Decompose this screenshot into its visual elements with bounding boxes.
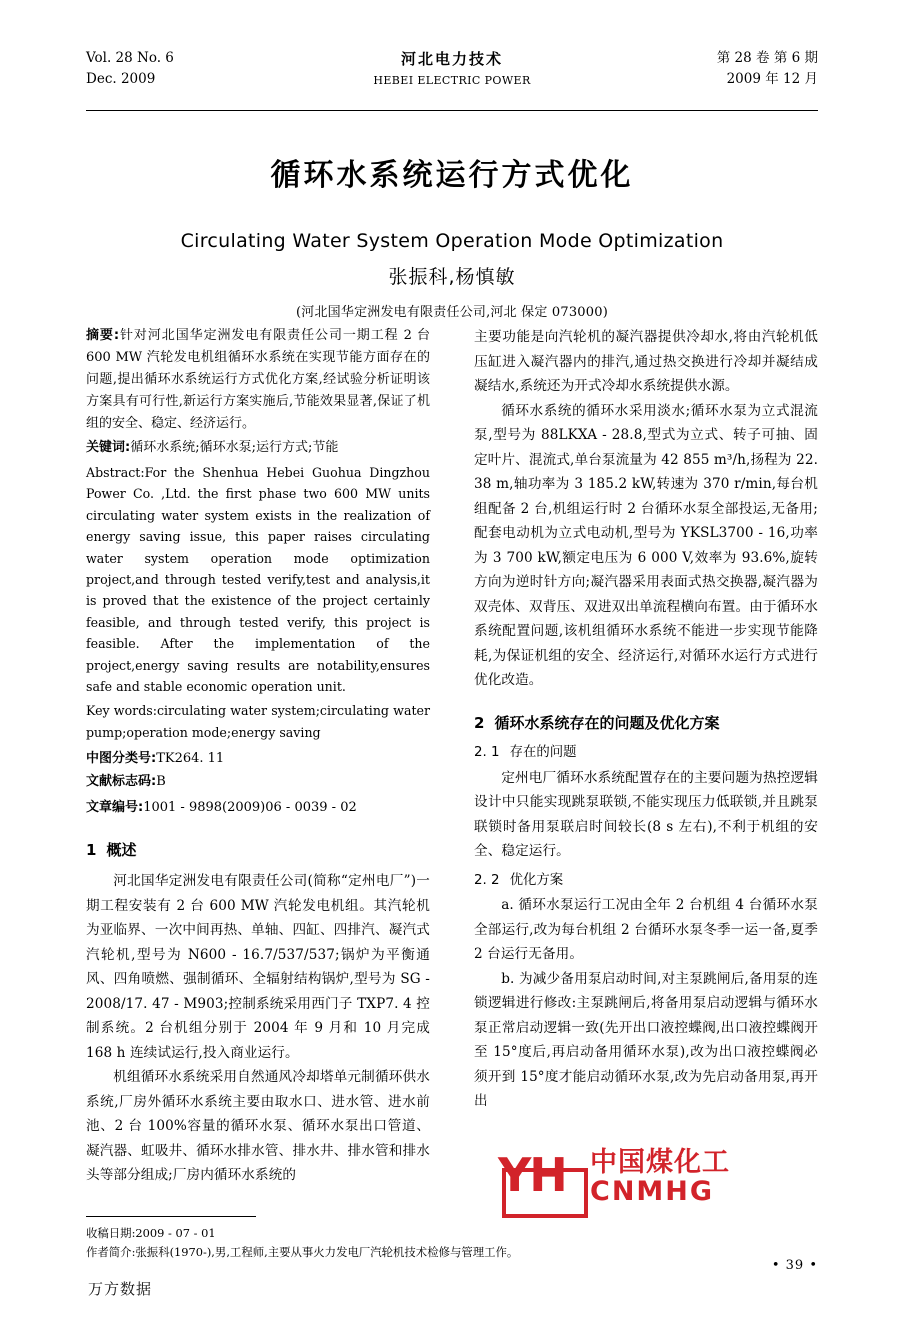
abstract-cn-label: 摘要: (86, 328, 120, 343)
section-2-1-para: 定州电厂循环水系统配置存在的主要问题为热控逻辑设计中只能实现跳泵联锁,不能实现压力低联锁,并且跳泵联锁时备用泵联启时间较长(8 s 左右),不利于机组的安全、稳定运行。 (474, 769, 818, 860)
keywords-cn-label: 关键词: (86, 440, 131, 455)
keywords-en (86, 700, 430, 743)
header-divider (86, 110, 818, 111)
article-id-label: 文章编号: (86, 800, 144, 816)
document-code-label: 文献标志码: (86, 773, 157, 789)
document-code (86, 771, 430, 794)
clc-label: 中图分类号: (86, 751, 157, 767)
right-para-1: 主要功能是向汽轮机的凝汽器提供冷却水,将由汽轮机低压缸进入凝汽器内的排汽,通过热交换进行冷却并凝结成凝结水,系统还为开式冷却水系统提供水源。 (474, 329, 818, 394)
watermark (498, 1138, 818, 1216)
header-date-cn: 2009 年 12 月 (726, 71, 818, 87)
author-list: 张振科,杨慎敏 (388, 266, 516, 288)
header-volume-en: Vol. 28 No. 6 (86, 50, 174, 66)
section-2-2-number: 2. 2 (474, 872, 500, 888)
watermark-logo-box (502, 1168, 588, 1218)
section-2-1-heading (474, 742, 818, 764)
author-bio-label: 作者简介: (86, 1245, 136, 1259)
received-date-label: 收稿日期: (86, 1226, 136, 1240)
page-number: • 39 • (771, 1258, 818, 1273)
abstract-en-label: Abstract: (86, 465, 145, 480)
section-2-1-number: 2. 1 (474, 745, 500, 761)
author-bio-value: 张振科(1970-),男,工程师,主要从事火力发电厂汽轮机技术检修与管理工作。 (135, 1245, 519, 1259)
watermark-text-cn: 中国煤化工 (590, 1147, 730, 1178)
keywords-en-label: Key words: (86, 703, 157, 719)
abstract-en-text: For the Shenhua Hebei Guohua Dingzhou Power Co. ,Ltd. the first phase two 600 MW units circulating water system exists in the realization of energy saving issue, this paper raises circulating water system operation mode optimization project,and through tested verify,test and analysis,it is proved that the existence of the project certainly feasible, and through tested verify, this project is feasible. After the implementation of the project,energy saving results are notability,ensures safe and stable economic operation unit. (86, 465, 430, 695)
section-2-2-item-b: b. 为减少备用泵启动时间,对主泵跳闸后,备用泵的连锁逻辑进行修改:主泵跳闸后,将备用泵启动逻辑与循环水泵正常启动逻辑一致(先开出口液控蝶阀,出口液控蝶阀开至 15°度后,再启动备用循环水泵),改为出口液控蝶阀必须开到 15°度才能启动循环水泵,改为先启动备用泵,再开出 (474, 970, 818, 1110)
section-2-2-heading (474, 870, 818, 892)
journal-name-en: HEBEI ELECTRIC POWER (373, 74, 531, 87)
left-column (86, 325, 430, 1188)
clc-number (86, 748, 430, 771)
watermark-text-en: CNMHG (590, 1176, 715, 1207)
footnotes (86, 1224, 646, 1262)
received-date (86, 1224, 646, 1243)
author-affiliation: (河北国华定洲发电有限责任公司,河北 保定 073000) (296, 305, 608, 320)
page-title-en: Circulating Water System Operation Mode Optimization (180, 230, 724, 252)
keywords-cn-text: 循环水系统;循环水泵;运行方式;节能 (130, 440, 339, 455)
header-date-en: Dec. 2009 (86, 71, 156, 87)
section-2-number: 2 (474, 713, 485, 732)
document-code-value: B (156, 773, 166, 789)
abstract-cn-text: 针对河北国华定洲发电有限责任公司一期工程 2 台 600 MW 汽轮发电机组循环水系统在实现节能方面存在的问题,提出循环水系统运行方式优化方案,经试验分析证明该方案具有可行性,新运行方案实施后,节能效果显著,保证了机组的安全、稳定、经济运行。 (86, 328, 430, 431)
received-date-value: 2009 - 07 - 01 (135, 1226, 216, 1240)
journal-name (86, 48, 818, 87)
footnote-divider (86, 1216, 256, 1217)
author-bio (86, 1243, 646, 1262)
section-1-heading (86, 840, 430, 862)
section-2-title: 循环水系统存在的问题及优化方案 (494, 713, 720, 732)
section-2-2-item-a: a. 循环水泵运行工况由全年 2 台机组 4 台循环水泵全部运行,改为每台机组 2 台循环水泵冬季一运一备,夏季 2 台运行无备用。 (474, 897, 818, 963)
section-2-2-title: 优化方案 (509, 872, 564, 888)
abstract-en (86, 462, 430, 697)
right-para-2: 循环水系统的循环水采用淡水;循环水泵为立式混流泵,型号为 88LKXA - 28.8,型式为立式、转子可抽、固定叶片、混流式,单台泵流量为 42 855 m³/h,扬程为 22. 38 m,轴功率为 3 185.2 kW,转速为 370 r/min,每台机组配备 2 台,机组运行时 2 台循环水泵全部投运,无备用;配套电动机为立式电动机,型号为 YKSL3700 - 16,功率为 3 700 kW,额定电压为 6 000 V,效率为 93.6%,旋转方向为逆时针方向;凝汽器采用表面式热交换器,凝汽器为双壳体、双背压、双进双出单流程横向布置。由于循环水系统配置问题,该机组循环水系统不能进一步实现节能降耗,为保证机组的安全、经济运行,对循环水运行方式进行优化改造。 (474, 402, 818, 688)
clc-value: TK264. 11 (156, 751, 225, 767)
page-header (86, 48, 818, 106)
right-column (474, 325, 818, 1114)
article-id-value: 1001 - 9898(2009)06 - 0039 - 02 (143, 800, 357, 816)
abstract-cn (86, 325, 430, 435)
article-id (86, 797, 430, 820)
page-title: 循环水系统运行方式优化 (270, 158, 634, 193)
section-2-1-title: 存在的问题 (509, 745, 577, 761)
header-volume-right (717, 48, 818, 90)
section-2-heading (474, 713, 818, 735)
section-1-number: 1 (86, 840, 97, 859)
journal-name-cn: 河北电力技术 (400, 50, 503, 68)
database-mark: 万方数据 (88, 1280, 153, 1298)
watermark-logo-text: YH (498, 1148, 566, 1202)
section-1-title: 概述 (106, 840, 137, 859)
header-volume-cn: 第 28 卷 第 6 期 (716, 50, 818, 66)
watermark-logo-icon (498, 1138, 586, 1212)
section-1-para-1: 河北国华定洲发电有限责任公司(简称“定州电厂”)一期工程安装有 2 台 600 MW 汽轮发电机组。其汽轮机为亚临界、一次中间再热、单轴、四缸、四排汽、凝汽式汽轮机,型号为 N600 - 16.7/537/537;锅炉为平衡通风、四角喷燃、强制循环、全辐射结构锅炉,型号为 SG - 2008/17. 47 - M903;控制系统采用西门子 TXP7. 4 控制系统。2 台机组分别于 2004 年 9 月和 10 月完成 168 h 连续试运行,投入商业运行。 (86, 873, 430, 1061)
keywords-en-text: circulating water system;circulating water pump;operation mode;energy saving (86, 703, 430, 740)
keywords-cn (86, 437, 430, 459)
section-1-para-2: 机组循环水系统采用自然通风冷却塔单元制循环供水系统,厂房外循环水系统主要由取水口、进水管、进水前池、2 台 100%容量的循环水泵、循环水泵出口管道、凝汽器、虹吸井、循环水排水管、排水井、排水管和排水头等部分组成;厂房内循环水系统的 (86, 1069, 430, 1184)
title-block (86, 150, 818, 320)
